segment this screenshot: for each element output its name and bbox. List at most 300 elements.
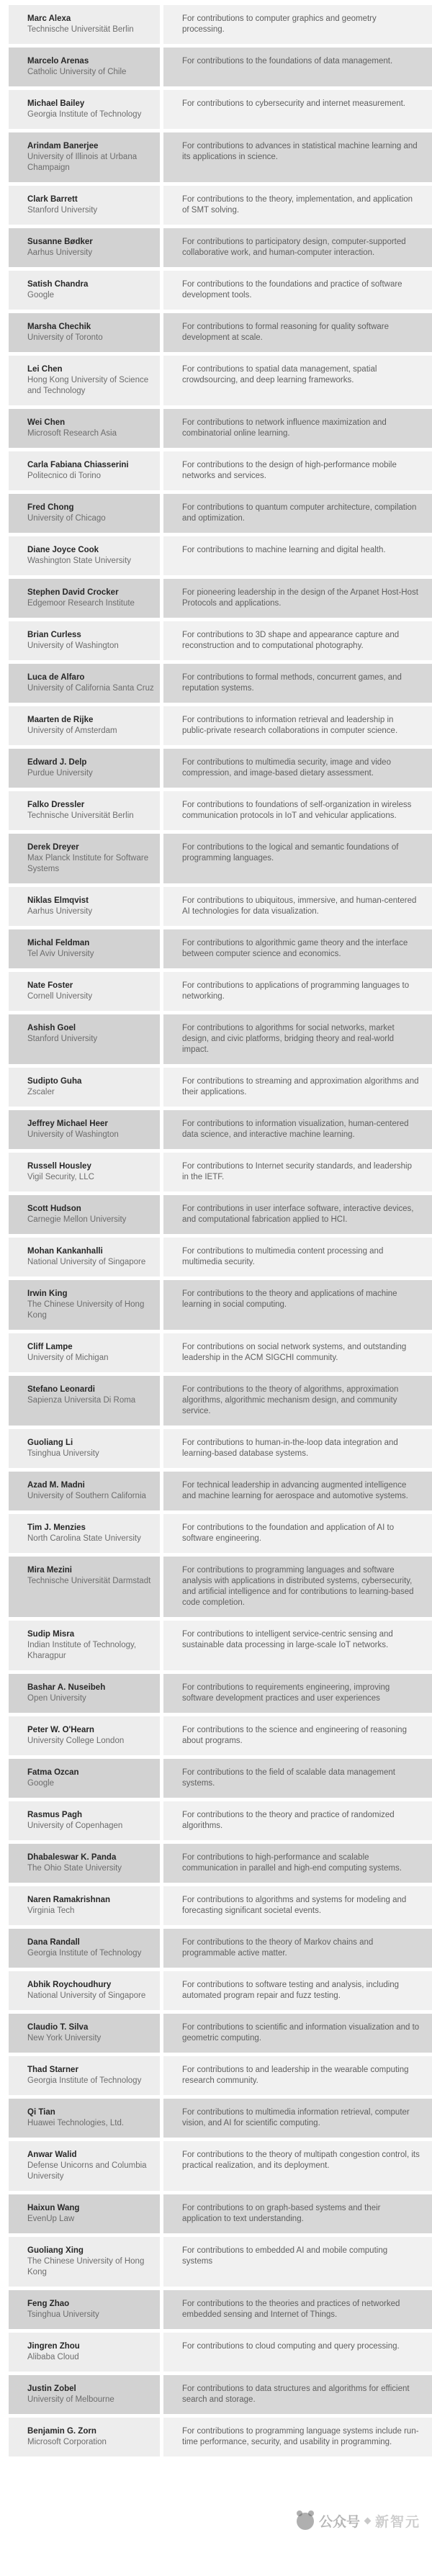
fellow-citation: For contributions in user interface software, interactive devices, and computational fabrication applied to HCI. [182,1204,414,1224]
fellow-affiliation: Carnegie Mellon University [27,1215,127,1224]
fellow-name: Susanne Bødker [27,238,93,246]
fellow-citation: For technical leadership in advancing augmented intelligence and machine learning for aerospace and automotive systems. [182,1481,408,1500]
fellow-row [9,2014,432,2053]
fellow-name: Tim J. Menzies [27,1523,86,1532]
fellow-citation-cell [163,536,432,575]
fellow-affiliation: Microsoft Corporation [27,2438,107,2446]
fellow-identity-cell [9,1238,160,1276]
fellow-affiliation: Georgia Institute of Technology [27,110,142,119]
fellow-name: Jingren Zhou [27,2342,80,2351]
fellow-citation: For contributions to network influence maximization and combinatorial online learning. [182,418,387,438]
fellow-citation-cell [163,228,432,267]
fellow-citation-cell [163,887,432,926]
watermark-account-label: 公众号 [318,2515,360,2530]
fellow-citation-cell [163,1014,432,1064]
fellow-citation-cell [163,1280,432,1330]
fellow-citation-cell [163,1429,432,1468]
fellow-affiliation: Technische Universität Berlin [27,25,134,34]
fellow-name: Rasmus Pagh [27,1811,83,1819]
fellow-citation: For contributions to cloud computing and query processing. [182,2342,400,2351]
fellow-name: Mira Mezini [27,1566,72,1575]
fellow-affiliation: Google [27,291,55,300]
fellow-name: Satish Chandra [27,280,89,289]
fellow-identity-cell [9,1014,160,1064]
fellow-citation: For contributions to information visualization, human-centered data science, and interactive machine learning. [182,1120,409,1139]
fellow-row [9,1376,432,1426]
fellow-row [9,1238,432,1276]
fellow-row [9,271,432,310]
fellow-citation: For contributions to machine learning and digital health. [182,546,386,554]
fellow-affiliation: Alibaba Cloud [27,2353,79,2361]
fellow-row [9,1333,432,1372]
fellow-identity-cell [9,1333,160,1372]
fellow-name: Naren Ramakrishnan [27,1896,111,1904]
fellow-name: Fred Chong [27,503,74,512]
fellow-name: Lei Chen [27,365,63,374]
fellow-row [9,1280,432,1330]
fellow-identity-cell [9,1068,160,1107]
fellow-row [9,90,432,129]
watermark-separator-icon [364,2518,372,2525]
fellow-row [9,1195,432,1234]
fellow-citation: For contributions to scientific and information visualization and to geometric computing. [182,2023,420,2043]
fellow-affiliation: Stanford University [27,206,98,215]
fellow-affiliation: Zscaler [27,1088,55,1096]
fellow-row [9,1759,432,1798]
fellow-citation-cell [163,494,432,533]
fellow-row [9,1844,432,1883]
fellow-affiliation: Microsoft Research Asia [27,429,117,438]
fellow-citation: For contributions to ubiquitous, immersive, and human-centered AI technologies for data visualization. [182,896,417,916]
fellow-citation-cell [163,1971,432,2010]
fellow-affiliation: Tel Aviv University [27,950,94,958]
fellow-row [9,313,432,352]
fellow-affiliation: EvenUp Law [27,2215,75,2223]
fellow-name: Marsha Chechik [27,323,91,331]
fellow-identity-cell [9,228,160,267]
fellow-identity-cell [9,1376,160,1426]
fellow-identity-cell [9,1110,160,1149]
fellow-name: Jeffrey Michael Heer [27,1120,108,1128]
fellow-name: Feng Zhao [27,2300,70,2308]
fellow-row [9,1110,432,1149]
fellow-affiliation: University of Amsterdam [27,726,117,735]
fellow-affiliation: Virginia Tech [27,1906,75,1915]
fellow-name: Brian Curless [27,631,81,639]
fellow-name: Stephen David Crocker [27,588,119,597]
fellow-citation: For contributions to programming language systems include run-time performance, security, and usability in programming. [182,2427,419,2446]
fellow-name: Thad Starner [27,2066,78,2074]
fellow-citation: For contributions to multimedia security, image and video compression, and image-based dietary assessment. [182,758,391,778]
fellow-affiliation: The Chinese University of Hong Kong [27,2257,145,2276]
fellow-identity-cell [9,2056,160,2095]
fellow-identity-cell [9,313,160,352]
fellow-row [9,1153,432,1192]
fellow-identity-cell [9,1801,160,1840]
fellow-name: Guoliang Li [27,1438,73,1447]
fellow-affiliation: Purdue University [27,769,93,778]
fellow-identity-cell [9,887,160,926]
fellow-citation: For contributions to the logical and semantic foundations of programming languages. [182,843,399,863]
fellow-citation-cell [163,313,432,352]
fellow-citation-cell [163,2375,432,2414]
fellow-row [9,579,432,618]
fellow-row [9,536,432,575]
fellow-identity-cell [9,1621,160,1670]
fellow-row [9,2375,432,2414]
fellow-citation: For contributions to high-performance and scalable communication in parallel and high-end computing systems. [182,1853,402,1873]
fellow-affiliation: Defense Unicorns and Columbia University [27,2161,147,2181]
fellow-citation-cell [163,1759,432,1798]
fellow-citation-cell [163,2014,432,2053]
fellow-citation-cell [163,791,432,830]
fellow-affiliation: University of Southern California [27,1492,146,1500]
fellow-citation: For contributions to algorithmic game theory and the interface between computer science and economics. [182,939,408,958]
fellow-citation-cell [163,1068,432,1107]
fellow-affiliation: University of California Santa Cruz [27,684,154,693]
fellow-row [9,972,432,1011]
fellow-identity-cell [9,2237,160,2287]
fellow-identity-cell [9,664,160,703]
fellow-identity-cell [9,749,160,788]
fellow-identity-cell [9,186,160,225]
fellow-name: Michal Feldman [27,939,90,947]
fellow-citation-cell [163,2333,432,2372]
fellow-citation-cell [163,451,432,490]
fellow-citation: For contributions to advances in statistical machine learning and its applications in science. [182,142,418,161]
fellow-name: Marc Alexa [27,14,71,23]
fellow-row [9,2056,432,2095]
fellow-citation: For contributions to spatial data management, spatial crowdsourcing, and deep learning frameworks. [182,365,377,384]
fellow-citation: For contributions to quantum computer architecture, compilation and optimization. [182,503,417,523]
fellow-row [9,5,432,44]
fellow-affiliation: Hong Kong University of Science and Technology [27,376,149,395]
fellow-identity-cell [9,536,160,575]
fellow-affiliation: Politecnico di Torino [27,472,102,480]
fellow-name: Peter W. O'Hearn [27,1726,94,1734]
fellow-row [9,2141,432,2191]
fellow-affiliation: Catholic University of Chile [27,68,127,76]
fellow-affiliation: University of Michigan [27,1354,109,1362]
fellow-row [9,186,432,225]
fellow-row [9,1472,432,1510]
fellow-citation-cell [163,579,432,618]
fellow-citation: For contributions on social network systems, and outstanding leadership in the ACM SIGCHI community. [182,1343,407,1362]
fellow-identity-cell [9,579,160,618]
fellow-name: Scott Hudson [27,1204,81,1213]
fellow-row [9,494,432,533]
fellow-citation: For contributions to data structures and algorithms for efficient search and storage. [182,2384,410,2404]
fellow-affiliation: University of Melbourne [27,2395,114,2404]
fellow-identity-cell [9,356,160,405]
fellow-affiliation: Sapienza Universita Di Roma [27,1396,136,1405]
fellow-row [9,1929,432,1968]
fellow-citation: For contributions to the theory of algorithms, approximation algorithms, algorithmic mechanism design, and community service. [182,1385,399,1415]
fellow-identity-cell [9,791,160,830]
fellow-affiliation: The Chinese University of Hong Kong [27,1300,145,1320]
fellow-citation: For contributions to programming languages and software analysis with applications in distributed systems, cybersecurity, and artificial intelligence and for contributions to learning-based code completion. [182,1566,414,1607]
fellow-citation: For contributions to Internet security standards, and leadership in the IETF. [182,1162,412,1181]
fellow-name: Diane Joyce Cook [27,546,99,554]
fellow-citation: For contributions to requirements engineering, improving software development practices and user experiences [182,1683,390,1703]
fellow-identity-cell [9,834,160,883]
fellow-citation-cell [163,1238,432,1276]
fellow-citation-cell [163,749,432,788]
fellow-citation-cell [163,2141,432,2191]
fellow-identity-cell [9,1429,160,1468]
fellow-citation-cell [163,972,432,1011]
fellow-name: Haixun Wang [27,2204,80,2212]
fellow-citation: For contributions to the theory of multipath congestion control, its practical realization, and its deployment. [182,2151,420,2170]
fellow-citation: For contributions to participatory design, computer-supported collaborative work, and human-computer interaction. [182,238,406,257]
fellow-affiliation: Huawei Technologies, Ltd. [27,2119,125,2127]
fellow-name: Azad M. Madni [27,1481,85,1490]
fellow-row [9,887,432,926]
fellow-citation: For contributions to the theories and practices of networked embedded sensing and Internet of Things. [182,2300,400,2319]
fellow-row [9,48,432,86]
fellow-citation-cell [163,1844,432,1883]
fellow-citation-cell [163,90,432,129]
fellow-row [9,1674,432,1713]
fellow-citation: For contributions to multimedia content processing and multimedia security. [182,1247,384,1266]
fellow-identity-cell [9,1195,160,1234]
fellow-citation-cell [163,48,432,86]
fellow-row [9,749,432,788]
fellow-name: Abhik Roychoudhury [27,1981,112,1989]
fellow-affiliation: Open University [27,1694,86,1703]
fellow-citation-cell [163,1801,432,1840]
fellow-row [9,834,432,883]
fellow-citation-cell [163,2237,432,2287]
fellow-name: Justin Zobel [27,2384,76,2393]
fellow-row [9,664,432,703]
fellow-row [9,2237,432,2287]
fellow-affiliation: North Carolina State University [27,1534,141,1543]
fellow-affiliation: Georgia Institute of Technology [27,2076,142,2085]
fellow-row [9,228,432,267]
fellow-identity-cell [9,1886,160,1925]
fellow-identity-cell [9,2290,160,2329]
fellow-citation-cell [163,356,432,405]
fellow-affiliation: Indian Institute of Technology, Kharagpur [27,1641,137,1660]
fellow-citation-cell [163,1674,432,1713]
fellow-row [9,1886,432,1925]
fellow-affiliation: University College London [27,1737,125,1745]
fellow-citation: For contributions to multimedia information retrieval, computer vision, and AI for scientific computing. [182,2108,410,2127]
fellow-identity-cell [9,1674,160,1713]
fellow-citation-cell [163,1333,432,1372]
fellow-citation: For pioneering leadership in the design of the Arpanet Host-Host Protocols and applications. [182,588,418,608]
fellow-row [9,1716,432,1755]
fellow-identity-cell [9,2418,160,2456]
fellow-affiliation: University of Washington [27,641,119,650]
fellow-citation: For contributions to the theory of Markov chains and programmable active matter. [182,1938,374,1958]
fellow-citation: For contributions to foundations of self-organization in wireless communication protocols in IoT and vehicular applications. [182,801,412,820]
fellow-row [9,929,432,968]
fellow-citation: For contributions to formal reasoning for quality software development at scale. [182,323,389,342]
fellow-citation: For contributions to 3D shape and appearance capture and reconstruction and to computational photography. [182,631,400,650]
fellow-citation: For contributions to the foundations and practice of software development tools. [182,280,402,300]
fellow-name: Wei Chen [27,418,66,427]
fellow-identity-cell [9,1929,160,1968]
fellow-citation: For contributions to embedded AI and mobile computing systems [182,2246,388,2266]
fellow-citation-cell [163,664,432,703]
fellow-row [9,2290,432,2329]
fellow-name: Ashish Goel [27,1024,76,1032]
fellow-name: Luca de Alfaro [27,673,85,682]
fellow-name: Nate Foster [27,981,73,990]
fellow-citation: For contributions to applications of programming languages to networking. [182,981,410,1001]
fellow-citation: For contributions to information retrieval and leadership in public-private research collaborations in computer science. [182,716,398,735]
fellow-citation-cell [163,1195,432,1234]
fellow-name: Russell Housley [27,1162,91,1171]
fellow-affiliation: Google [27,1779,55,1788]
fellow-citation: For contributions to the science and engineering of reasoning about programs. [182,1726,407,1745]
fellow-citation-cell [163,1716,432,1755]
fellow-name: Irwin King [27,1289,68,1298]
fellow-identity-cell [9,5,160,44]
fellow-row [9,706,432,745]
fellow-name: Carla Fabiana Chiasserini [27,461,129,469]
fellow-citation-cell [163,929,432,968]
fellow-identity-cell [9,621,160,660]
fellow-citation: For contributions to computer graphics and geometry processing. [182,14,377,34]
fellow-name: Sudipto Guha [27,1077,82,1086]
fellow-citation-cell [163,834,432,883]
fellow-row [9,356,432,405]
fellow-name: Marcelo Arenas [27,57,89,66]
fellow-row [9,409,432,448]
fellow-citation-cell [163,621,432,660]
fellow-affiliation: University of Chicago [27,514,106,523]
fellow-citation: For contributions to the theory, implementation, and application of SMT solving. [182,195,413,215]
fellow-identity-cell [9,90,160,129]
fellow-affiliation: Tsinghua University [27,1449,99,1458]
fellow-citation: For contributions to the foundations of data management. [182,57,393,66]
fellow-identity-cell [9,1716,160,1755]
fellow-row [9,1971,432,2010]
watermark-brand-label: 新智元 [374,2515,420,2530]
fellow-citation: For contributions to and leadership in the wearable computing research community. [182,2066,409,2085]
fellow-row [9,1801,432,1840]
fellow-citation-cell [163,706,432,745]
fellow-affiliation: Vigil Security, LLC [27,1173,94,1181]
fellow-affiliation: Washington State University [27,557,132,565]
fellow-affiliation: Aarhus University [27,907,93,916]
fellow-citation: For contributions to the foundation and application of AI to software engineering. [182,1523,395,1543]
fellow-name: Edward J. Delp [27,758,87,767]
fellow-affiliation: National University of Singapore [27,1258,146,1266]
fellow-row [9,1621,432,1670]
fellow-affiliation: University of Illinois at Urbana Champaign [27,153,138,172]
wechat-account-logo-icon [297,2513,314,2530]
fellow-name: Falko Dressler [27,801,85,809]
fellow-row [9,1514,432,1553]
fellow-identity-cell [9,2375,160,2414]
fellow-identity-cell [9,2099,160,2138]
fellow-name: Dana Randall [27,1938,80,1947]
fellow-citation: For contributions to software testing and analysis, including automated program repair and fuzz testing. [182,1981,400,2000]
fellow-affiliation: Cornell University [27,992,93,1001]
fellow-row [9,1068,432,1107]
fellow-row [9,2333,432,2372]
fellow-identity-cell [9,451,160,490]
fellow-citation-cell [163,186,432,225]
fellow-identity-cell [9,409,160,448]
fellow-citation-cell [163,1929,432,1968]
fellow-identity-cell [9,1759,160,1798]
fellow-identity-cell [9,2194,160,2233]
fellow-row [9,2194,432,2233]
fellow-name: Derek Dreyer [27,843,79,852]
fellow-citation: For contributions to intelligent service-centric sensing and sustainable data processing in large-scale IoT networks. [182,1630,393,1649]
fellow-citation-cell [163,2418,432,2456]
fellow-citation: For contributions to the theory and applications of machine learning in social computing. [182,1289,397,1309]
fellow-identity-cell [9,1472,160,1510]
fellow-row [9,2099,432,2138]
fellow-identity-cell [9,1153,160,1192]
fellow-identity-cell [9,1971,160,2010]
fellow-citation-cell [163,1557,432,1617]
fellow-citation-cell [163,2056,432,2095]
fellow-identity-cell [9,494,160,533]
fellow-citation-cell [163,1110,432,1149]
fellow-identity-cell [9,1844,160,1883]
fellow-identity-cell [9,271,160,310]
fellow-name: Maarten de Rijke [27,716,94,724]
fellow-name: Clark Barrett [27,195,78,204]
fellow-citation-cell [163,1376,432,1426]
fellow-affiliation: New York University [27,2034,102,2043]
fellow-affiliation: Technische Universität Berlin [27,811,134,820]
fellow-name: Arindam Banerjee [27,142,99,150]
fellow-identity-cell [9,2333,160,2372]
fellow-affiliation: Edgemoor Research Institute [27,599,135,608]
fellow-identity-cell [9,929,160,968]
fellow-affiliation: Max Planck Institute for Software Systems [27,854,149,873]
fellow-citation: For contributions to human-in-the-loop data integration and learning-based database systems. [182,1438,398,1458]
fellow-name: Niklas Elmqvist [27,896,89,905]
fellow-citation: For contributions to algorithms and systems for modeling and forecasting significant societal events. [182,1896,407,1915]
fellow-identity-cell [9,1557,160,1617]
fellow-row [9,621,432,660]
fellow-affiliation: University of Copenhagen [27,1821,123,1830]
fellow-affiliation: University of Washington [27,1130,119,1139]
fellow-identity-cell [9,2141,160,2191]
fellow-citation: For contributions to algorithms for social networks, market design, and civic platforms, bridging theory and real-world impact. [182,1024,395,1054]
fellow-name: Claudio T. Silva [27,2023,89,2032]
fellow-name: Bashar A. Nuseibeh [27,1683,106,1692]
fellow-name: Anwar Walid [27,2151,77,2159]
fellow-name: Qi Tian [27,2108,55,2117]
fellow-affiliation: The Ohio State University [27,1864,122,1873]
fellow-identity-cell [9,2014,160,2053]
fellow-citation: For contributions to the design of high-performance mobile networks and services. [182,461,397,480]
fellow-affiliation: Tsinghua University [27,2310,99,2319]
fellow-row [9,2418,432,2456]
fellow-citation-cell [163,2099,432,2138]
fellow-name: Mohan Kankanhalli [27,1247,103,1256]
fellow-citation: For contributions to formal methods, concurrent games, and reputation systems. [182,673,402,693]
fellow-citation-cell [163,132,432,182]
fellow-name: Benjamin G. Zorn [27,2427,96,2436]
fellow-identity-cell [9,1514,160,1553]
fellow-citation: For contributions to the field of scalable data management systems. [182,1768,395,1788]
fellow-row [9,791,432,830]
fellow-row [9,1429,432,1468]
fellow-citation-cell [163,1153,432,1192]
fellow-name: Fatma Ozcan [27,1768,79,1777]
